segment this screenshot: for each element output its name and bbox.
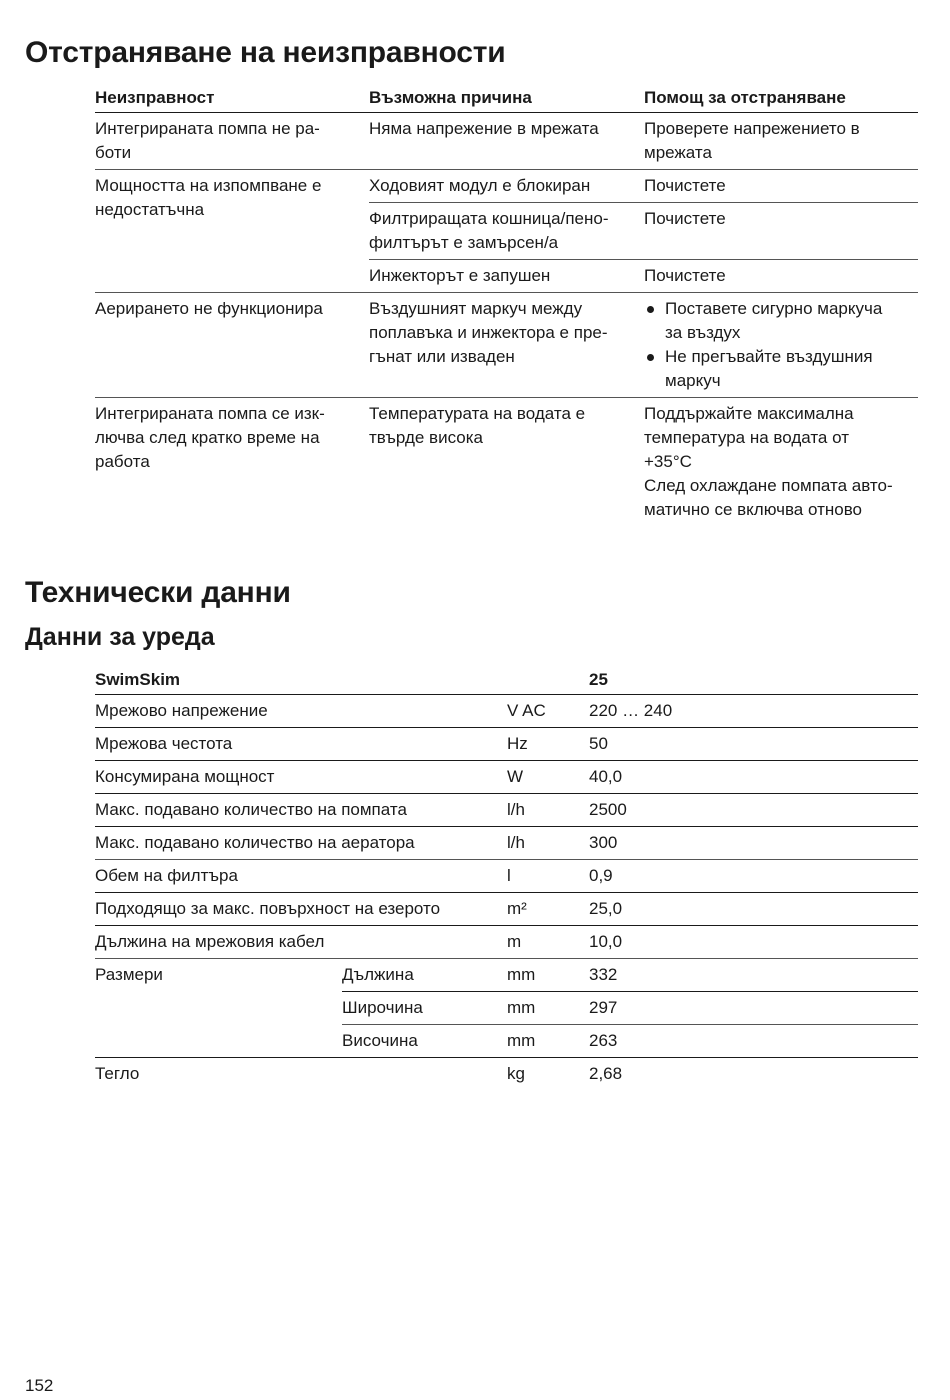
model-name: SwimSkim — [95, 670, 181, 689]
cause-cell: Ходовият модул е блокиран — [369, 176, 591, 195]
table-row — [95, 1058, 918, 1091]
table-row — [95, 398, 918, 527]
parameter-value: 10,0 — [589, 932, 623, 951]
parameter-label: Тегло — [95, 1064, 140, 1083]
table-row — [95, 893, 918, 926]
parameter-unit: l/h — [507, 833, 525, 852]
dimension-sub-label: Височина — [342, 1031, 418, 1050]
remedy-cell: Проверете напрежението в мрежата — [644, 119, 860, 162]
parameter-label: Обем на филтъра — [95, 866, 238, 885]
parameter-label: Макс. подавано количество на помпата — [95, 800, 407, 819]
fault-cell: Аерирането не функционира — [95, 299, 323, 318]
parameter-value: 50 — [589, 734, 608, 753]
parameter-unit: l/h — [507, 800, 525, 819]
troubleshooting-heading: Отстраняване на неизправности — [25, 36, 506, 69]
parameter-value: 2500 — [589, 800, 627, 819]
parameter-unit: W — [507, 767, 524, 786]
remedy-bullet-list — [644, 297, 908, 393]
parameter-value: 2,68 — [589, 1064, 623, 1083]
parameter-label: Подходящо за макс. повърхност на езерото — [95, 899, 441, 918]
parameter-label: Мрежово напрежение — [95, 701, 268, 720]
parameter-value: 0,9 — [589, 866, 613, 885]
table-row — [95, 926, 918, 959]
dimensions-label: Размери — [95, 959, 342, 1058]
fault-cell: Мощността на изпомпване е недостатъчна — [95, 170, 369, 293]
technical-data-table — [95, 666, 918, 1090]
parameter-unit: Hz — [507, 734, 528, 753]
parameter-value: 332 — [589, 965, 618, 984]
troubleshooting-table — [95, 84, 918, 526]
dimension-sub-label: Дължина — [342, 965, 414, 984]
model-size: 25 — [589, 670, 608, 689]
parameter-unit: m — [507, 932, 522, 951]
remedy-cell: Почистете — [644, 209, 726, 228]
remedy-cell: Почистете — [644, 266, 726, 285]
parameter-unit: m² — [507, 899, 527, 918]
parameter-value: 220 … 240 — [589, 701, 673, 720]
parameter-unit: l — [507, 866, 511, 885]
fault-cell: Интегрираната помпа се изк- лючва след кратко време на работа — [95, 404, 325, 471]
remedy-cell — [644, 293, 918, 398]
parameter-value: 263 — [589, 1031, 618, 1050]
cause-cell: Температурата на водата е твърде висока — [369, 404, 586, 447]
table-row — [95, 827, 918, 860]
table-row — [95, 728, 918, 761]
parameter-value: 25,0 — [589, 899, 623, 918]
cause-cell: Филтриращата кошница/пено- филтърът е замърсен/а — [369, 209, 609, 252]
parameter-value: 40,0 — [589, 767, 623, 786]
cause-cell: Няма напрежение в мрежата — [369, 119, 599, 138]
parameter-unit: kg — [507, 1064, 525, 1083]
parameter-label: Макс. подавано количество на аератора — [95, 833, 415, 852]
parameter-unit: mm — [507, 1031, 536, 1050]
remedy-cell: Поддържайте максимална температура на водата от +35°C След охлаждане помпата авто- матично се включва отново — [644, 404, 893, 519]
device-data-subheading: Данни за уреда — [25, 623, 215, 651]
cause-cell: Въздушният маркуч между поплавъка и инжектора е пре- гънат или изваден — [369, 299, 608, 366]
table-row — [95, 794, 918, 827]
technical-data-heading: Технически данни — [25, 576, 291, 609]
fault-cell: Интегрираната помпа не ра- боти — [95, 119, 320, 162]
parameter-unit: mm — [507, 965, 536, 984]
parameter-unit: V AC — [507, 701, 546, 720]
column-header-fault: Неизправност — [95, 88, 215, 107]
parameter-label: Консумирана мощност — [95, 767, 275, 786]
table-row — [95, 113, 918, 170]
table-row — [95, 293, 918, 398]
parameter-unit: mm — [507, 998, 536, 1017]
column-header-remedy: Помощ за отстраняване — [644, 88, 846, 107]
remedy-cell: Почистете — [644, 176, 726, 195]
dimension-sub-label: Широчина — [342, 998, 423, 1017]
parameter-label: Дължина на мрежовия кабел — [95, 932, 325, 951]
troubleshooting-header-row — [95, 84, 918, 113]
cause-cell: Инжекторът е запушен — [369, 266, 551, 285]
bullet-item: Не прегъвайте въздушния маркуч — [644, 345, 908, 393]
technical-header-row — [95, 666, 918, 695]
parameter-value: 297 — [589, 998, 618, 1017]
bullet-item: Поставете сигурно маркуча за въздух — [644, 297, 908, 345]
table-row — [95, 695, 918, 728]
table-row — [95, 761, 918, 794]
column-header-cause: Възможна причина — [369, 88, 532, 107]
parameter-value: 300 — [589, 833, 618, 852]
page-number: 152 — [25, 1376, 54, 1395]
table-row — [95, 860, 918, 893]
parameter-label: Мрежова честота — [95, 734, 233, 753]
table-row — [95, 959, 918, 992]
table-row — [95, 170, 918, 203]
